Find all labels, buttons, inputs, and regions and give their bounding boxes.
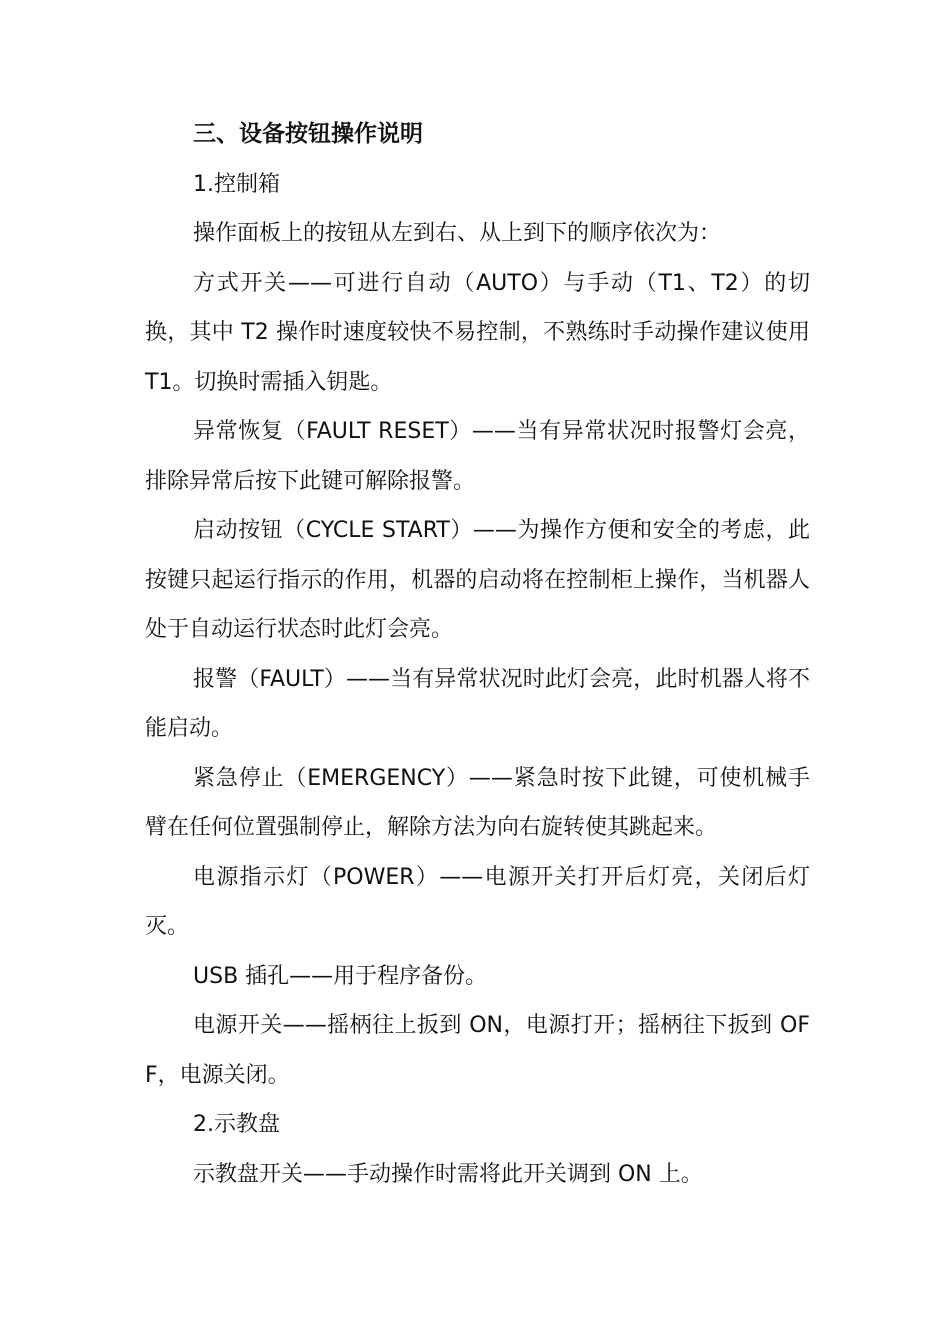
intro-paragraph: 操作面板上的按钮从左到右、从上到下的顺序依次为： [193, 221, 722, 246]
subsection-heading-control-box: 1.控制箱 [193, 171, 280, 197]
power-switch-paragraph: 电源开关——摇柄往上扳到 ON，电源打开；摇柄往下扳到 OFF，电源关闭。 [145, 1013, 810, 1088]
section-title: 三、设备按钮操作说明 [193, 121, 423, 147]
teach-pendant-switch-paragraph: 示教盘开关——手动操作时需将此开关调到 ON 上。 [193, 1161, 703, 1187]
subsection-heading-teach-pendant: 2.示教盘 [193, 1112, 280, 1137]
cycle-start-paragraph: 启动按钮（CYCLE START）——为操作方便和安全的考虑，此按键只起运行指示的作用，机器的启动将在控制柜上操作，当机器人处于自动运行状态时此灯会亮。 [145, 518, 810, 642]
fault-paragraph: 报警（FAULT）——当有异常状况时此灯会亮，此时机器人将不能启动。 [145, 666, 810, 741]
emergency-paragraph: 紧急停止（EMERGENCY）——紧急时按下此键，可使机械手臂在任何位置强制停止，解除方法为向右旋转使其跳起来。 [145, 765, 810, 840]
usb-port-paragraph: USB 插孔——用于程序备份。 [193, 963, 488, 989]
power-lamp-paragraph: 电源指示灯（POWER）——电源开关打开后灯亮，关闭后灯灭。 [145, 864, 810, 939]
document-body [145, 110, 810, 1199]
mode-switch-paragraph: 方式开关——可进行自动（AUTO）与手动（T1、T2）的切换，其中 T2 操作时速度较快不易控制，不熟练时手动操作建议使用 T1。切换时需插入钥匙。 [145, 270, 810, 395]
fault-reset-paragraph: 异常恢复（FAULT RESET）——当有异常状况时报警灯会亮，排除异常后按下此键可解除报警。 [145, 419, 810, 494]
